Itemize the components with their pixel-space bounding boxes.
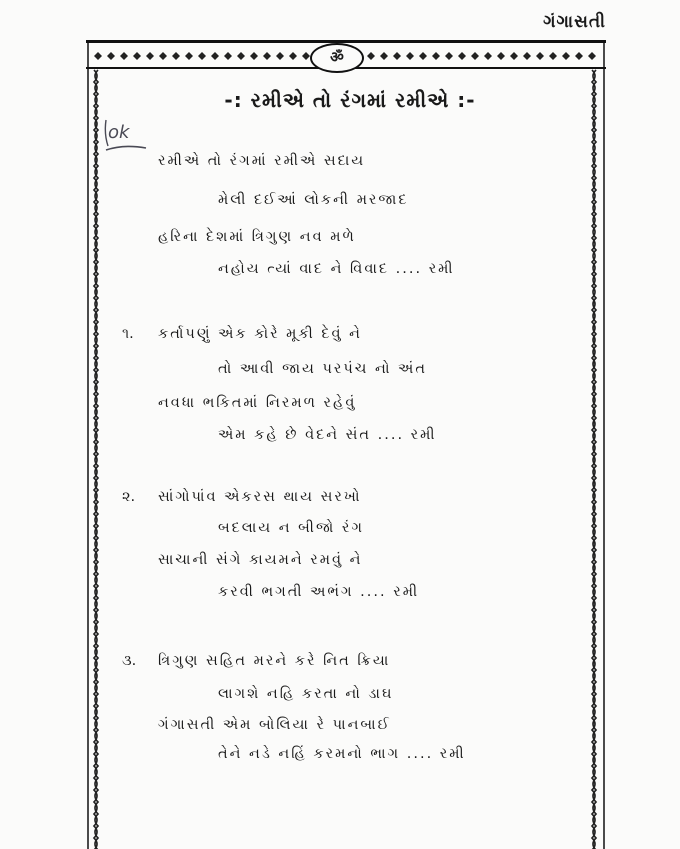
stanza-3-line-1: ત્રિગુણ સહિત મરને કરે નિત ક્રિયા: [158, 653, 391, 669]
stanza-3-number: ૩.: [122, 653, 137, 669]
stanza-1-number: ૧.: [122, 326, 134, 342]
stanza-0-line-2: મેલી દઈઆં લોકની મરજાદ: [218, 192, 409, 208]
stanza-3-line-2: લાગશે નહિ કરતા નો ડાઘ: [218, 686, 394, 702]
stanza-1-line-1: કર્તાપણું એક કોરે મૂકી દેવું ને: [158, 326, 362, 342]
stanza-0-line-1: રમીએ તો રંગમાં રમીએ સદાય: [158, 153, 366, 169]
ok-annotation: [104, 114, 150, 158]
poem-title: -: રમીએ તો રંગમાં રમીએ :-: [224, 88, 476, 112]
stanza-2-number: ૨.: [122, 489, 136, 505]
stanza-1-line-3: નવધા ભકિતમાં નિરમળ રહેવું: [158, 395, 357, 411]
om-symbol: ॐ: [310, 43, 364, 73]
stanza-1-line-2: તો આવી જાય પરપંચ નો અંત: [218, 361, 427, 377]
stanza-2-line-1: સાંગોપાંવ એકરસ થાય સરખો: [158, 489, 362, 505]
stanza-0-line-3: હરિના દેશમાં ત્રિગુણ નવ મળે: [158, 229, 356, 245]
ok-annotation-text: ok: [108, 122, 130, 143]
stanza-2-line-2: બદલાય ન બીજો રંગ: [218, 520, 364, 536]
running-header: ગંગાસતી: [543, 12, 606, 32]
stanza-1-line-4: એમ કહે છે વેદને સંત .... રમી: [218, 427, 437, 443]
stanza-3-line-3: ગંગાસતી એમ બોલિયા રે પાનબાઈ: [158, 717, 391, 733]
stanza-2-line-4: કરવી ભગતી અભંગ .... રમી: [218, 584, 420, 600]
stanza-3-line-4: તેને નડે નહિં કરમનો ભાગ .... રમી: [218, 746, 466, 762]
stanza-2-line-3: સાચાની સંગે કાયમને રમવું ને: [158, 552, 363, 568]
stanza-0-line-4: નહોય ત્યાં વાદ ને વિવાદ .... રમી: [218, 261, 455, 277]
